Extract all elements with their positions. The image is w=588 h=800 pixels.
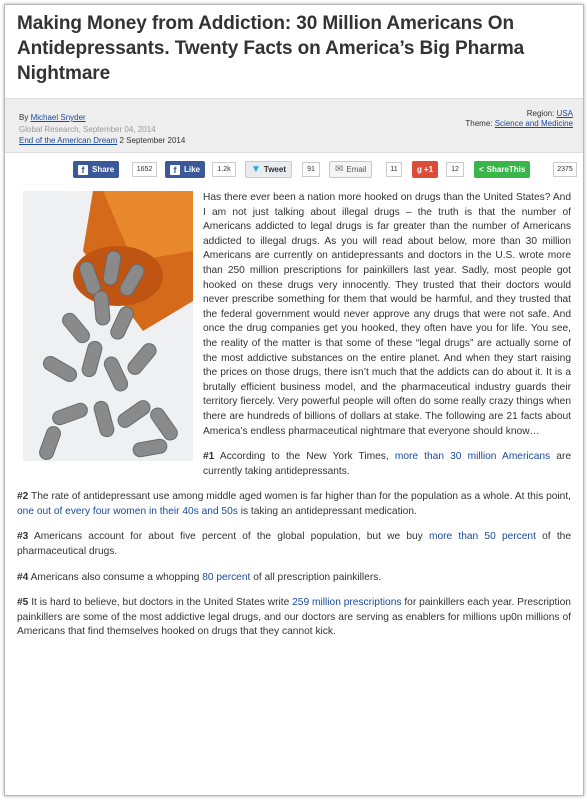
tweet-count: 91 xyxy=(302,162,320,177)
byline-prefix: By xyxy=(19,113,31,122)
facebook-share-label: Share xyxy=(92,165,115,174)
facts-list xyxy=(17,450,571,640)
author-link[interactable]: Michael Snyder xyxy=(30,113,86,122)
fact-text: of all prescription painkillers. xyxy=(250,571,382,583)
source-date: Global Research, September 04, 2014 xyxy=(19,125,156,134)
fact-text: are currently taking antidepressants. xyxy=(203,451,572,477)
fact-source-link[interactable]: more than 50 percent xyxy=(428,531,536,543)
share-bar xyxy=(5,159,583,185)
fact-source-link[interactable]: 80 percent xyxy=(202,571,251,583)
fact-item xyxy=(17,530,571,559)
fact-text: It is hard to believe, but doctors in the United States write xyxy=(28,597,293,609)
region-label: Region: xyxy=(526,109,557,118)
fact-number: #4 xyxy=(17,571,29,583)
tweet-label: Tweet xyxy=(263,165,286,174)
facebook-share-count: 1652 xyxy=(132,162,157,177)
facebook-icon: f xyxy=(78,165,88,175)
fact-source-link[interactable]: 259 million prescriptions xyxy=(292,597,402,609)
facebook-share-button[interactable] xyxy=(73,161,119,178)
gplus-count: 12 xyxy=(446,162,464,177)
fact-item xyxy=(17,596,571,640)
fact-number: #1 xyxy=(203,451,215,463)
intro-paragraph: Has there ever been a nation more hooked on drugs than the United States? And I am not just talking about illegal drugs – the truth is that the number of Americans addicted to legal drugs is far greater than the number of Americans addicted to illegal drugs. As you will read about below, more than 30 million Americans are currently on antidepressants and doctors in the U.S. wrote more than 250 million prescriptions for painkillers last year. Sadly, most people got hooked on these drugs very innocently. They trusted that their doctors would never prescribe something for them that would be harmful, and they trusted that the federal government would never approve any drugs that were not safe. And once the drug companies get you hooked, they often have you for life. You see, the reality of the matter is that some of these “legal drugs” are actually some of the most addictive substances on the entire planet. And when they start raising the prices on those drugs, there isn’t much that the addicts can do about it. It is a brutally efficient business model, and the pharmaceutical industry guards their territory fiercely. Very powerful people will often do some really crazy things when there are hundreds of billions of dollars at stake. The following are 21 facts about America’s endless pharmaceutical nightmare that everyone should know… xyxy=(203,192,571,437)
fact-text: is taking an antidepressant medication. xyxy=(237,505,417,517)
email-label: Email xyxy=(346,165,367,174)
origin-line xyxy=(19,136,185,145)
article-meta xyxy=(5,98,583,153)
taxonomy xyxy=(465,109,573,129)
fact-text: of the pharmaceutical drugs. xyxy=(17,531,572,558)
sharethis-icon: < xyxy=(479,165,484,174)
article-frame xyxy=(4,4,584,796)
facebook-like-label: Like xyxy=(184,165,201,174)
page-title: Making Money from Addiction: 30 Million Americans On Antidepressants. Twenty Facts on America’s Big Pharma Nightmare xyxy=(17,13,525,84)
fact-text: for painkillers each year. Prescription painkillers are some of the most addictive legal drugs, and our doctors are serving as enablers for millions up0n millions of Americans that find themselves hooked on drugs that they cannot kick. xyxy=(17,597,571,638)
fact-text: Americans also consume a whopping xyxy=(28,571,203,583)
tweet-button[interactable] xyxy=(245,161,292,178)
pill-bottle-image xyxy=(23,191,193,461)
fact-item xyxy=(17,571,571,586)
fact-text: According to the New York Times, xyxy=(214,451,395,463)
origin-link[interactable]: End of the American Dream xyxy=(19,136,118,145)
gplus-label: +1 xyxy=(423,165,434,174)
facebook-like-button[interactable] xyxy=(165,161,205,178)
fact-number: #2 xyxy=(17,491,29,503)
gplus-icon: g xyxy=(417,165,422,174)
theme-label: Theme: xyxy=(465,119,495,128)
byline xyxy=(19,113,86,122)
fact-source-link[interactable]: more than 30 million Americans xyxy=(394,451,551,463)
gplus-button[interactable] xyxy=(412,161,438,178)
fact-text: Americans account for about five percent of the global population, but we buy xyxy=(28,531,429,543)
fact-item xyxy=(17,490,571,519)
fact-text: The rate of antidepressant use among middle aged women is far higher than for the population as a whole. At this point, xyxy=(28,491,571,503)
email-count: 11 xyxy=(386,162,402,177)
origin-date: 2 September 2014 xyxy=(117,136,186,145)
fact-number: #3 xyxy=(17,531,29,543)
sharethis-label: ShareThis xyxy=(486,165,526,174)
facebook-like-count: 1.2k xyxy=(212,162,236,177)
fact-number: #5 xyxy=(17,597,29,609)
fact-source-link[interactable]: one out of every four women in their 40s and 50s xyxy=(17,505,238,517)
theme-link[interactable]: Science and Medicine xyxy=(494,119,573,128)
region-link[interactable]: USA xyxy=(556,109,573,118)
facebook-icon: f xyxy=(170,165,180,175)
article-body xyxy=(5,185,583,640)
sharethis-button[interactable] xyxy=(474,161,530,178)
sharethis-count: 2375 xyxy=(553,162,577,177)
twitter-bird-icon: ▼ xyxy=(251,164,261,175)
envelope-icon: ✉ xyxy=(335,164,344,175)
email-button[interactable] xyxy=(329,161,372,178)
